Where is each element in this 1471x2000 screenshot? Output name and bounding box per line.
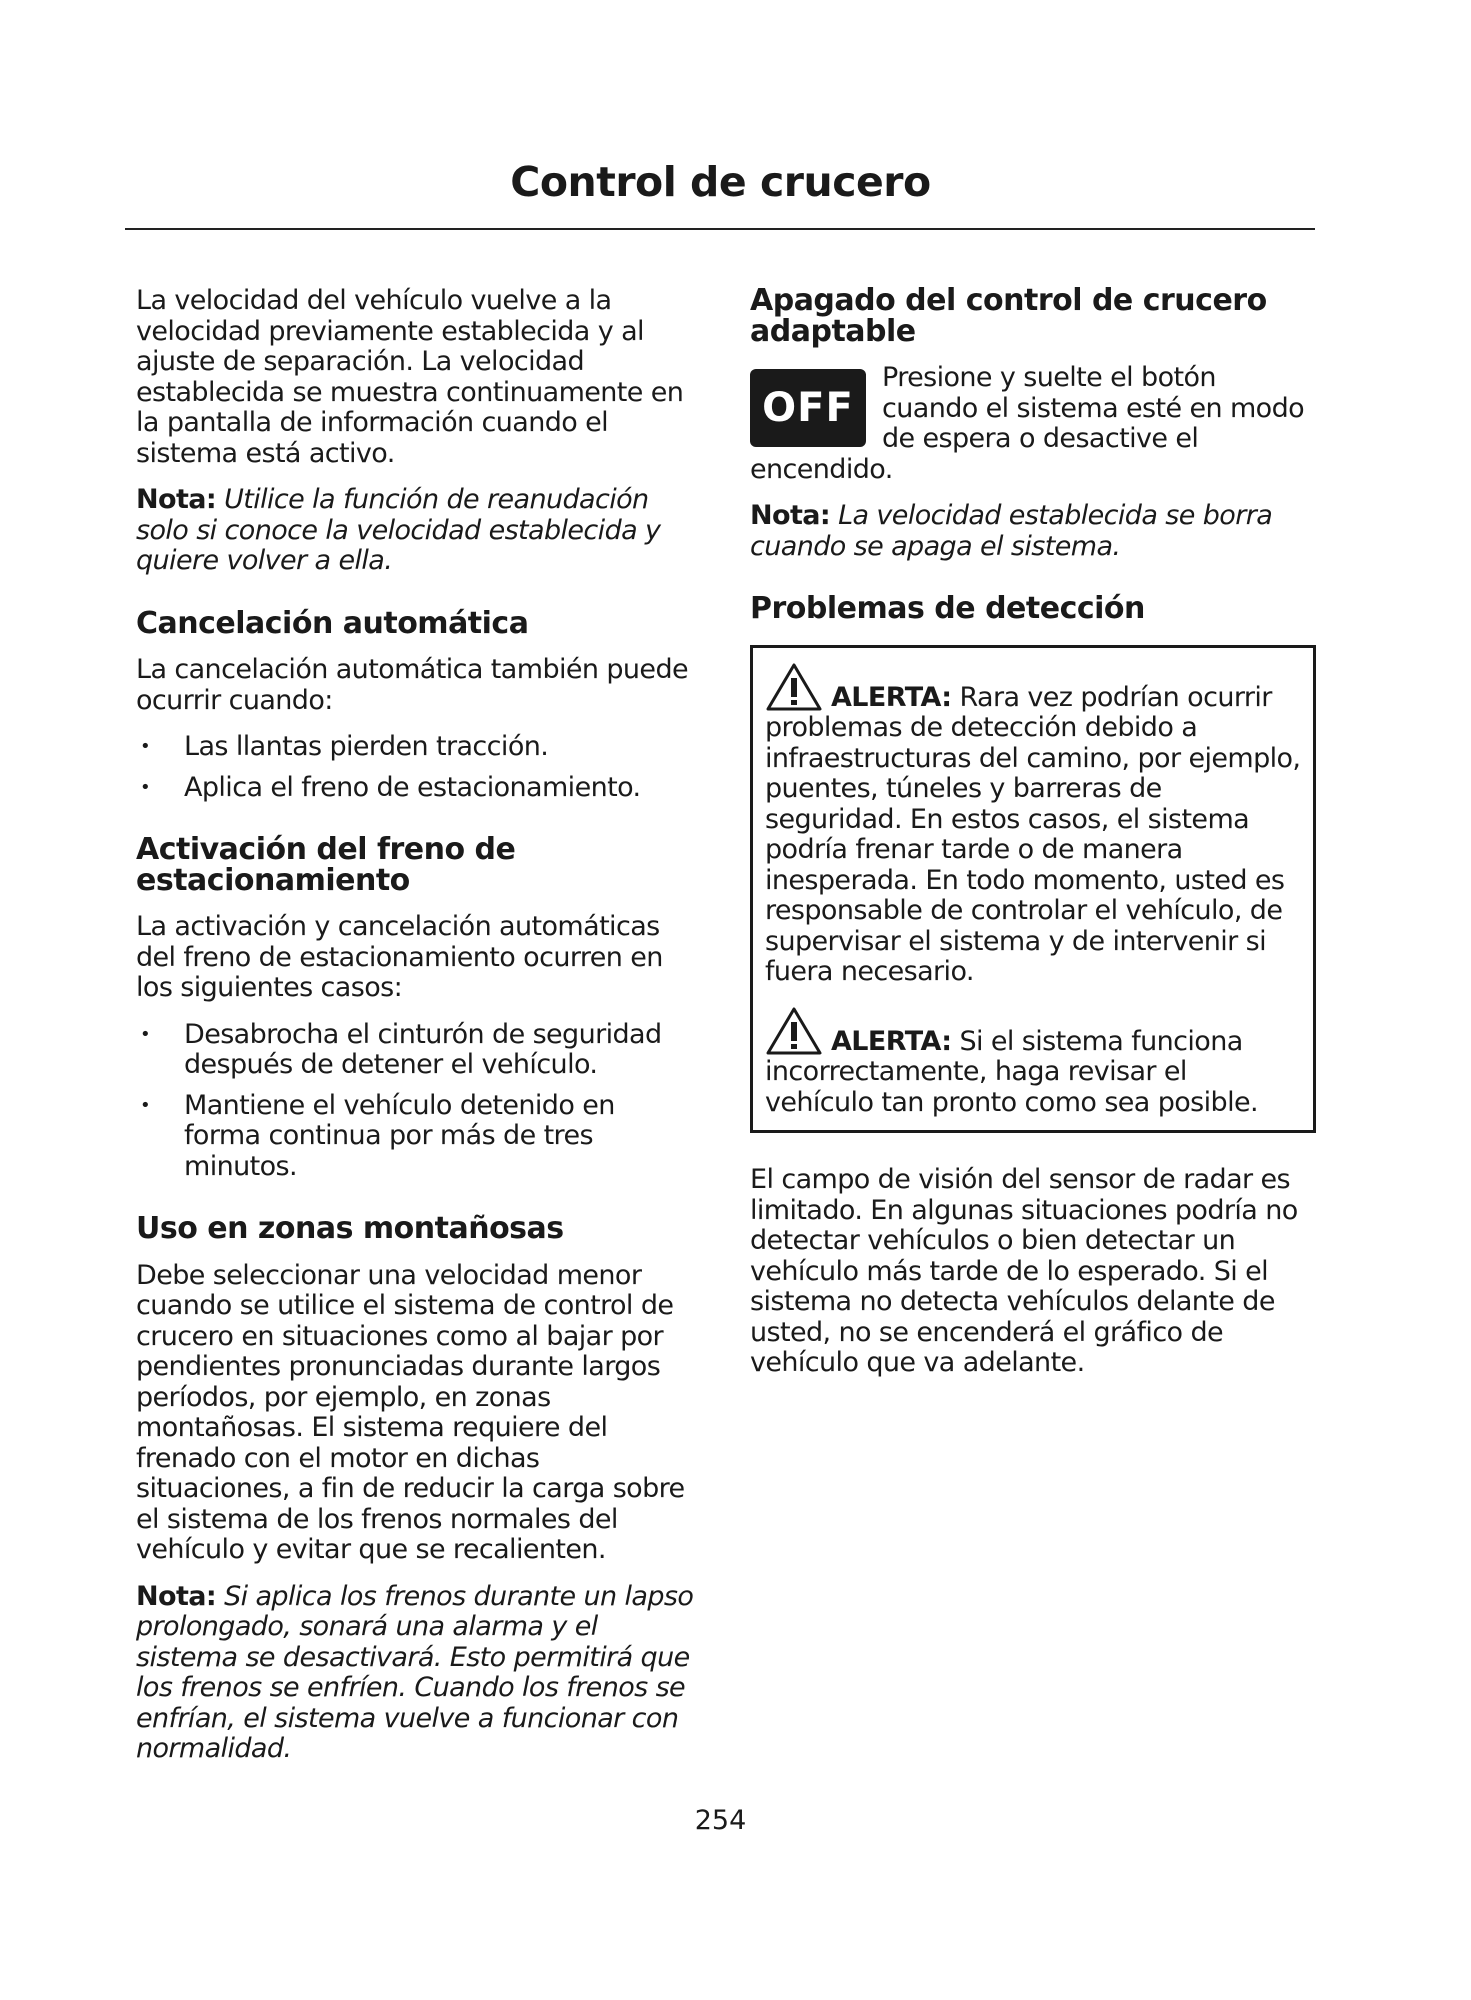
right-column xyxy=(750,283,1310,1395)
note-text: Utilice la función de reanudación solo si conoce la velocidad establecida y quiere volver a ella. xyxy=(136,484,661,576)
alert-label: ALERTA: xyxy=(831,681,952,713)
off-button-icon: OFF xyxy=(750,369,866,447)
heading-off: Apagado del control de crucero adaptable xyxy=(750,283,1267,349)
note-label: Nota: xyxy=(136,1580,217,1612)
alert-paragraph xyxy=(765,1006,1301,1119)
parking-brake-list xyxy=(136,1020,696,1183)
note-text: Si aplica los frenos durante un lapso prolongado, sonará una alarma y el sistema se desactivará. Esto permitirá que los frenos se enfríen. Cuando los frenos se enfrían, el sistema vuelve a funcionar con normalidad. xyxy=(136,1580,694,1764)
left-column xyxy=(136,286,696,1781)
list-item: • Desabrocha el cinturón de seguridad después de detener el vehículo. xyxy=(136,1020,696,1081)
alert-text: Rara vez podrían ocurrir problemas de detección debido a infraestructuras del camino, por ejemplo, puentes, túneles y barreras de seguridad. En estos casos, el sistema podría frenar tarde o de manera inesperada. En todo momento, usted es responsable de controlar el vehículo, de supervisar el sistema y de intervenir si fuera necesario. xyxy=(765,681,1301,987)
warning-triangle-icon xyxy=(765,1006,823,1056)
heading-mountain: Uso en zonas montañosas xyxy=(136,1211,564,1246)
alert-box xyxy=(750,645,1316,1134)
list-item: • Aplica el freno de estacionamiento. xyxy=(136,773,696,804)
auto-cancel-text: La cancelación automática también puede ocurrir cuando: xyxy=(136,654,688,716)
alert-text: Si el sistema funciona incorrectamente, haga revisar el vehículo tan pronto como sea posible. xyxy=(765,1025,1258,1118)
mountain-text: Debe seleccionar una velocidad menor cuando se utilice el sistema de control de crucero en situaciones como al bajar por pendientes pronunciadas durante largos períodos, por ejemplo, en zonas montañosas. El sistema requiere del frenado con el motor en dichas situaciones, a fin de reducir la carga sobre el sistema de los frenos normales del vehículo y evitar que se recalienten. xyxy=(136,1259,685,1565)
list-item: • Las llantas pierden tracción. xyxy=(136,732,696,763)
alert-block xyxy=(765,1006,1301,1119)
off-text: Presione y suelte el botón cuando el sistema esté en modo de espera o desactive el encendido. xyxy=(750,362,1305,485)
warning-triangle-icon xyxy=(765,662,823,712)
radar-text: El campo de visión del sensor de radar es limitado. En algunas situaciones podría no detectar vehículos o bien detectar un vehículo más tarde de lo esperado. Si el sistema no detecta vehículos delante de usted, no se encenderá el gráfico de vehículo que va adelante. xyxy=(750,1164,1298,1378)
list-item: • Mantiene el vehículo detenido en forma continua por más de tres minutos. xyxy=(136,1091,696,1183)
note-label: Nota: xyxy=(750,500,831,531)
page-number: 254 xyxy=(694,1805,747,1836)
auto-cancel-list xyxy=(136,732,696,803)
alert-label: ALERTA: xyxy=(831,1025,952,1057)
title-divider xyxy=(125,228,1315,230)
intro-paragraph: La velocidad del vehículo vuelve a la velocidad previamente establecida y al ajuste de separación. La velocidad establecida se muestra continuamente en la pantalla de información cuando el sistema está activo. xyxy=(136,285,684,469)
note-brakes xyxy=(136,1582,696,1765)
note-resume xyxy=(136,485,696,577)
page-title: Control de crucero xyxy=(510,158,931,206)
heading-detection: Problemas de detección xyxy=(750,591,1145,626)
off-instruction xyxy=(750,363,1310,485)
heading-parking-brake: Activación del freno de estacionamiento xyxy=(136,832,516,898)
alert-block xyxy=(765,662,1301,988)
heading-auto-cancel: Cancelación automática xyxy=(136,605,529,641)
note-speed-cleared xyxy=(750,501,1310,562)
note-label: Nota: xyxy=(136,484,217,515)
note-text: La velocidad establecida se borra cuando se apaga el sistema. xyxy=(750,500,1273,562)
parking-brake-text: La activación y cancelación automáticas del freno de estacionamiento ocurren en los siguientes casos: xyxy=(136,911,663,1003)
alert-paragraph xyxy=(765,662,1301,988)
